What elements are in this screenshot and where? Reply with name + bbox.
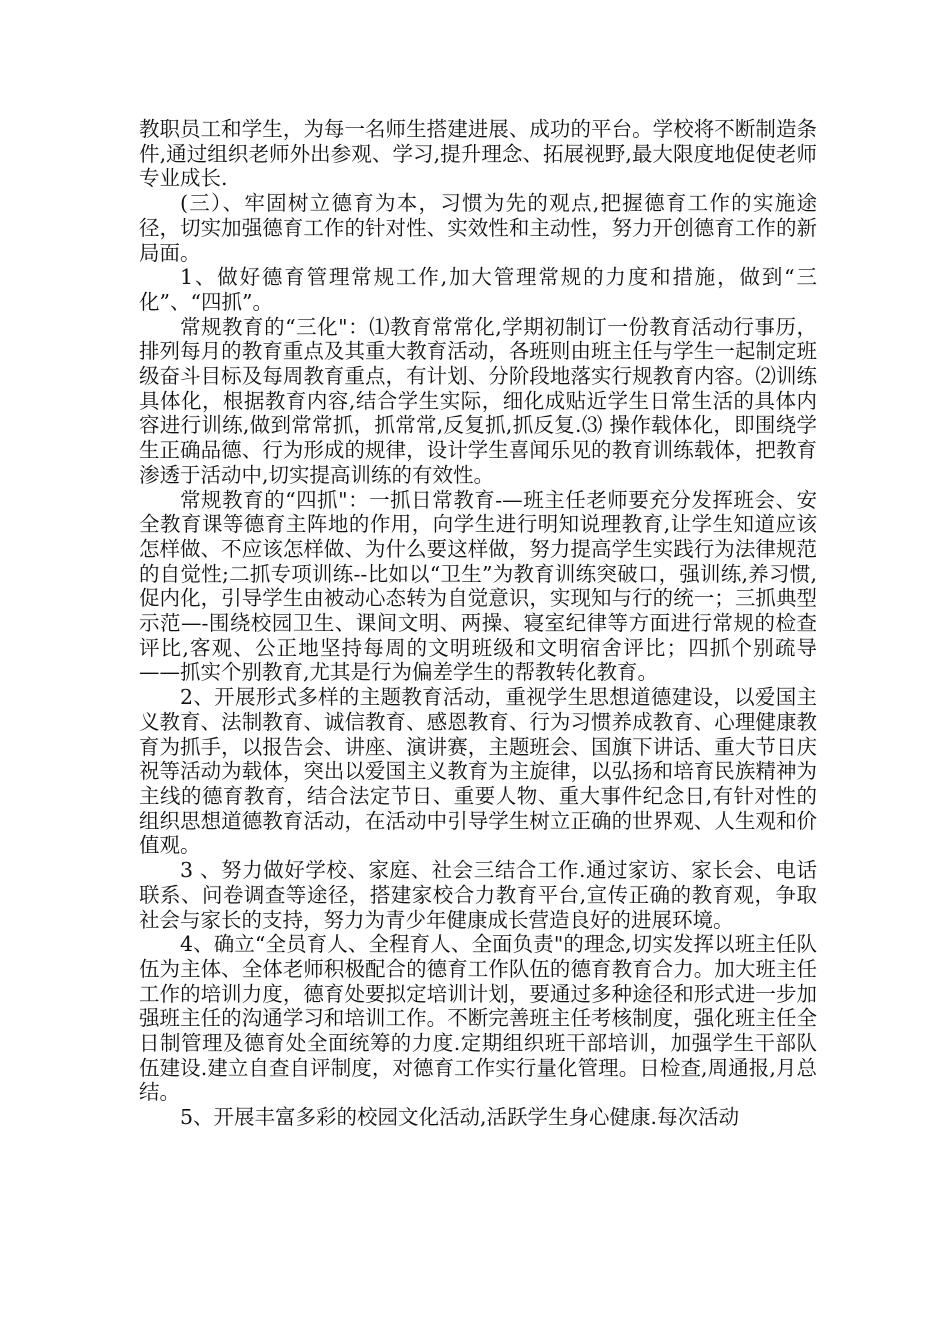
paragraph-9: 5、开展丰富多彩的校园文化活动,活跃学生身心健康.每次活动 xyxy=(180,1105,740,1130)
document-page xyxy=(139,117,817,1130)
paragraph-1: 教职员工和学生，为每一名师生搭建进展、成功的平台。学校将不断制造条件,通过组织老师外出参观、学习,提升理念、拓展视野,最大限度地促使老师专业成长. xyxy=(139,117,817,191)
paragraph-6: 2、开展形式多样的主题教育活动，重视学生思想道德建设，以爱国主义教育、法制教育、诚信教育、感恩教育、行为习惯养成教育、心理健康教育为抓手，以报告会、讲座、演讲赛，主题班会、国旗下讲话、重大节日庆祝等活动为载体，突出以爱国主义教育为主旋律，以弘扬和培育民族精神为主线的德育教育，结合法定节日、重要人物、重大事件纪念日,有针对性的组织思想道德教育活动，在活动中引导学生树立正确的世界观、人生观和价值观。 xyxy=(139,685,817,858)
paragraph-4: 常规教育的“三化"：⑴教育常常化,学期初制订一份教育活动行事历，排列每月的教育重点及其重大教育活动，各班则由班主任与学生一起制定班级奋斗目标及每周教育重点，有计划、分阶段地落实行规教育内容。⑵训练具体化，根据教育内容,结合学生实际，细化成贴近学生日常生活的具体内容进行训练,做到常常抓，抓常常,反复抓,抓反复.⑶ 操作载体化，即围绕学生正确品德、行为形成的规律，设计学生喜闻乐见的教育训练载体，把教育渗透于活动中,切实提高训练的有效性。 xyxy=(139,314,817,487)
paragraph-8: 4、确立“全员育人、全程育人、全面负责"的理念,切实发挥以班主任队伍为主体、全体老师积极配合的德育工作队伍的德育教育合力。加大班主任工作的培训力度，德育处要拟定培训计划，要通过多种途径和形式进一步加强班主任的沟通学习和培训工作。不断完善班主任考核制度，强化班主任全日制管理及德育处全面统筹的力度.定期组织班干部培训，加强学生干部队伍建设.建立自查自评制度，对德育工作实行量化管理。日检查,周通报,月总结。 xyxy=(139,932,817,1105)
paragraph-3: 1、做好德育管理常规工作,加大管理常规的力度和措施，做到“三化”、“四抓”。 xyxy=(139,265,817,314)
paragraph-7: 3 、努力做好学校、家庭、社会三结合工作.通过家访、家长会、电话联系、问卷调查等途径，搭建家校合力教育平台,宣传正确的教育观，争取社会与家长的支持，努力为青少年健康成长营造良好的进展环境。 xyxy=(139,858,817,932)
paragraph-2: (三）、牢固树立德育为本，习惯为先的观点,把握德育工作的实施途径，切实加强德育工作的针对性、实效性和主动性，努力开创德育工作的新局面。 xyxy=(139,191,817,265)
paragraph-5: 常规教育的“四抓"：一抓日常教育-—班主任老师要充分发挥班会、安全教育课等德育主阵地的作用，向学生进行明知说理教育,让学生知道应该怎样做、不应该怎样做、为什么要这样做，努力提高学生实践行为法律规范的自觉性;二抓专项训练--比如以“卫生”为教育训练突破口，强训练,养习惯,促内化，引导学生由被动心态转为自觉意识，实现知与行的统一；三抓典型示范—-围绕校园卫生、课间文明、两操、寝室纪律等方面进行常规的检查评比,客观、公正地坚持每周的文明班级和文明宿舍评比；四抓个别疏导——抓实个别教育,尤其是行为偏差学生的帮教转化教育。 xyxy=(139,487,817,685)
